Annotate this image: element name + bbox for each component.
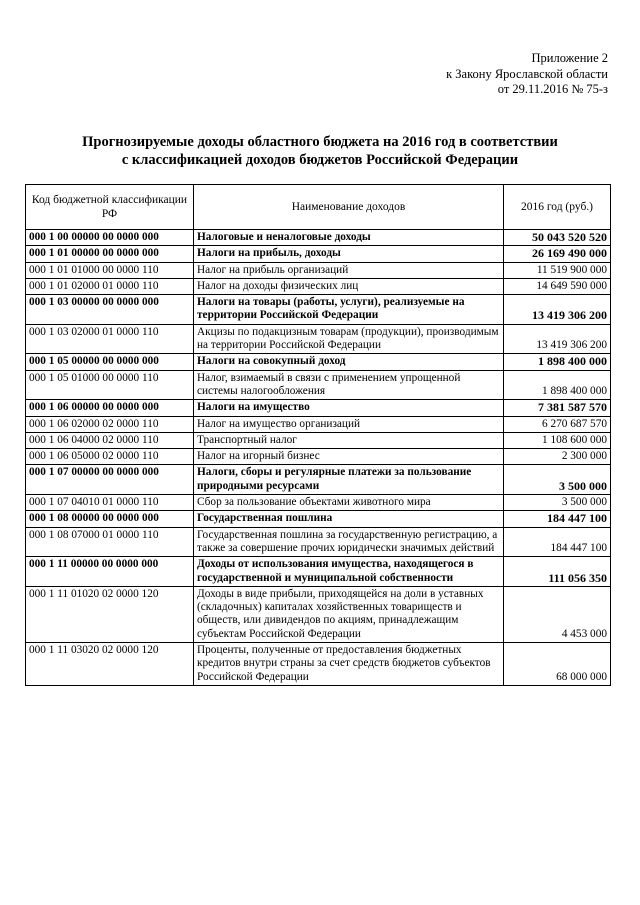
table-row xyxy=(26,495,611,511)
row-code: 000 1 00 00000 00 0000 000 xyxy=(26,230,194,246)
annex-header xyxy=(446,51,608,98)
row-amount: 68 000 000 xyxy=(504,643,611,686)
table-row xyxy=(26,278,611,294)
annex-line-1: Приложение 2 xyxy=(531,51,608,65)
title-line-2: с классификацией доходов бюджетов Российской Федерации xyxy=(121,152,519,168)
row-code: 000 1 01 00000 00 0000 000 xyxy=(26,246,194,262)
table-row xyxy=(26,370,611,400)
row-name: Налоги, сборы и регулярные платежи за пользование природными ресурсами xyxy=(194,465,504,495)
row-amount: 1 898 400 000 xyxy=(504,370,611,400)
header-code: Код бюджетной классификации РФ xyxy=(26,185,194,230)
row-code: 000 1 06 05000 02 0000 110 xyxy=(26,449,194,465)
row-name: Государственная пошлина за государственную регистрацию, а также за совершение прочих юридически значимых действий xyxy=(194,527,504,557)
header-name: Наименование доходов xyxy=(194,185,504,230)
row-code: 000 1 06 02000 02 0000 110 xyxy=(26,416,194,432)
row-amount: 13 419 306 200 xyxy=(504,295,611,325)
row-code: 000 1 08 00000 00 0000 000 xyxy=(26,511,194,527)
row-code: 000 1 11 00000 00 0000 000 xyxy=(26,557,194,587)
row-amount: 3 500 000 xyxy=(504,495,611,511)
row-name: Налог на игорный бизнес xyxy=(194,449,504,465)
row-name: Доходы от использования имущества, находящегося в государственной и муниципальной собственности xyxy=(194,557,504,587)
row-name: Акцизы по подакцизным товарам (продукции), производимым на территории Российской Федерации xyxy=(194,324,504,354)
row-amount: 184 447 100 xyxy=(504,527,611,557)
row-name: Налоги на совокупный доход xyxy=(194,354,504,370)
row-amount: 7 381 587 570 xyxy=(504,400,611,416)
header-amount: 2016 год (руб.) xyxy=(504,185,611,230)
row-name: Налоги на прибыль, доходы xyxy=(194,246,504,262)
row-amount: 6 270 687 570 xyxy=(504,416,611,432)
table-row xyxy=(26,432,611,448)
table-row xyxy=(26,465,611,495)
table-row xyxy=(26,643,611,686)
table-row xyxy=(26,354,611,370)
row-code: 000 1 03 00000 00 0000 000 xyxy=(26,295,194,325)
row-name: Налог на доходы физических лиц xyxy=(194,278,504,294)
revenue-table xyxy=(25,184,611,686)
row-amount: 2 300 000 xyxy=(504,449,611,465)
row-code: 000 1 06 00000 00 0000 000 xyxy=(26,400,194,416)
row-name: Налог на прибыль организаций xyxy=(194,262,504,278)
table-row xyxy=(26,230,611,246)
row-code: 000 1 01 01000 00 0000 110 xyxy=(26,262,194,278)
row-name: Налог на имущество организаций xyxy=(194,416,504,432)
row-amount: 111 056 350 xyxy=(504,557,611,587)
row-name: Налог, взимаемый в связи с применением упрощенной системы налогообложения xyxy=(194,370,504,400)
row-amount: 11 519 900 000 xyxy=(504,262,611,278)
table-row xyxy=(26,324,611,354)
table-row xyxy=(26,557,611,587)
row-code: 000 1 01 02000 01 0000 110 xyxy=(26,278,194,294)
row-name: Проценты, полученные от предоставления бюджетных кредитов внутри страны за счет средств бюджетов субъектов Российской Федерации xyxy=(194,643,504,686)
table-row xyxy=(26,511,611,527)
row-amount: 50 043 520 520 xyxy=(504,230,611,246)
title-line-1: Прогнозируемые доходы областного бюджета на 2016 год в соответствии xyxy=(82,134,558,150)
row-name: Сбор за пользование объектами животного мира xyxy=(194,495,504,511)
row-code: 000 1 05 00000 00 0000 000 xyxy=(26,354,194,370)
table-row xyxy=(26,527,611,557)
row-amount: 4 453 000 xyxy=(504,586,611,642)
row-amount: 14 649 590 000 xyxy=(504,278,611,294)
table-row xyxy=(26,400,611,416)
row-name: Налоги на имущество xyxy=(194,400,504,416)
row-code: 000 1 03 02000 01 0000 110 xyxy=(26,324,194,354)
row-name: Налоговые и неналоговые доходы xyxy=(194,230,504,246)
document-title xyxy=(20,133,620,169)
table-row xyxy=(26,246,611,262)
row-amount: 1 108 600 000 xyxy=(504,432,611,448)
row-amount: 184 447 100 xyxy=(504,511,611,527)
row-amount: 13 419 306 200 xyxy=(504,324,611,354)
table-row xyxy=(26,295,611,325)
row-name: Налоги на товары (работы, услуги), реализуемые на территории Российской Федерации xyxy=(194,295,504,325)
annex-line-2: к Закону Ярославской области xyxy=(446,66,608,81)
row-code: 000 1 07 00000 00 0000 000 xyxy=(26,465,194,495)
row-code: 000 1 05 01000 00 0000 110 xyxy=(26,370,194,400)
row-amount: 26 169 490 000 xyxy=(504,246,611,262)
row-code: 000 1 11 03020 02 0000 120 xyxy=(26,643,194,686)
row-name: Транспортный налог xyxy=(194,432,504,448)
table-row xyxy=(26,416,611,432)
row-amount: 3 500 000 xyxy=(504,465,611,495)
row-code: 000 1 06 04000 02 0000 110 xyxy=(26,432,194,448)
table-header-row xyxy=(26,185,611,230)
row-code: 000 1 11 01020 02 0000 120 xyxy=(26,586,194,642)
table-row xyxy=(26,449,611,465)
table-row xyxy=(26,262,611,278)
row-code: 000 1 07 04010 01 0000 110 xyxy=(26,495,194,511)
table-row xyxy=(26,586,611,642)
row-amount: 1 898 400 000 xyxy=(504,354,611,370)
annex-line-3: от 29.11.2016 № 75-з xyxy=(497,82,608,96)
row-code: 000 1 08 07000 01 0000 110 xyxy=(26,527,194,557)
row-name: Доходы в виде прибыли, приходящейся на доли в уставных (складочных) капиталах хозяйственных товариществ и обществ, или дивидендов по акциям, принадлежащим субъектам Российской Федерации xyxy=(194,586,504,642)
row-name: Государственная пошлина xyxy=(194,511,504,527)
